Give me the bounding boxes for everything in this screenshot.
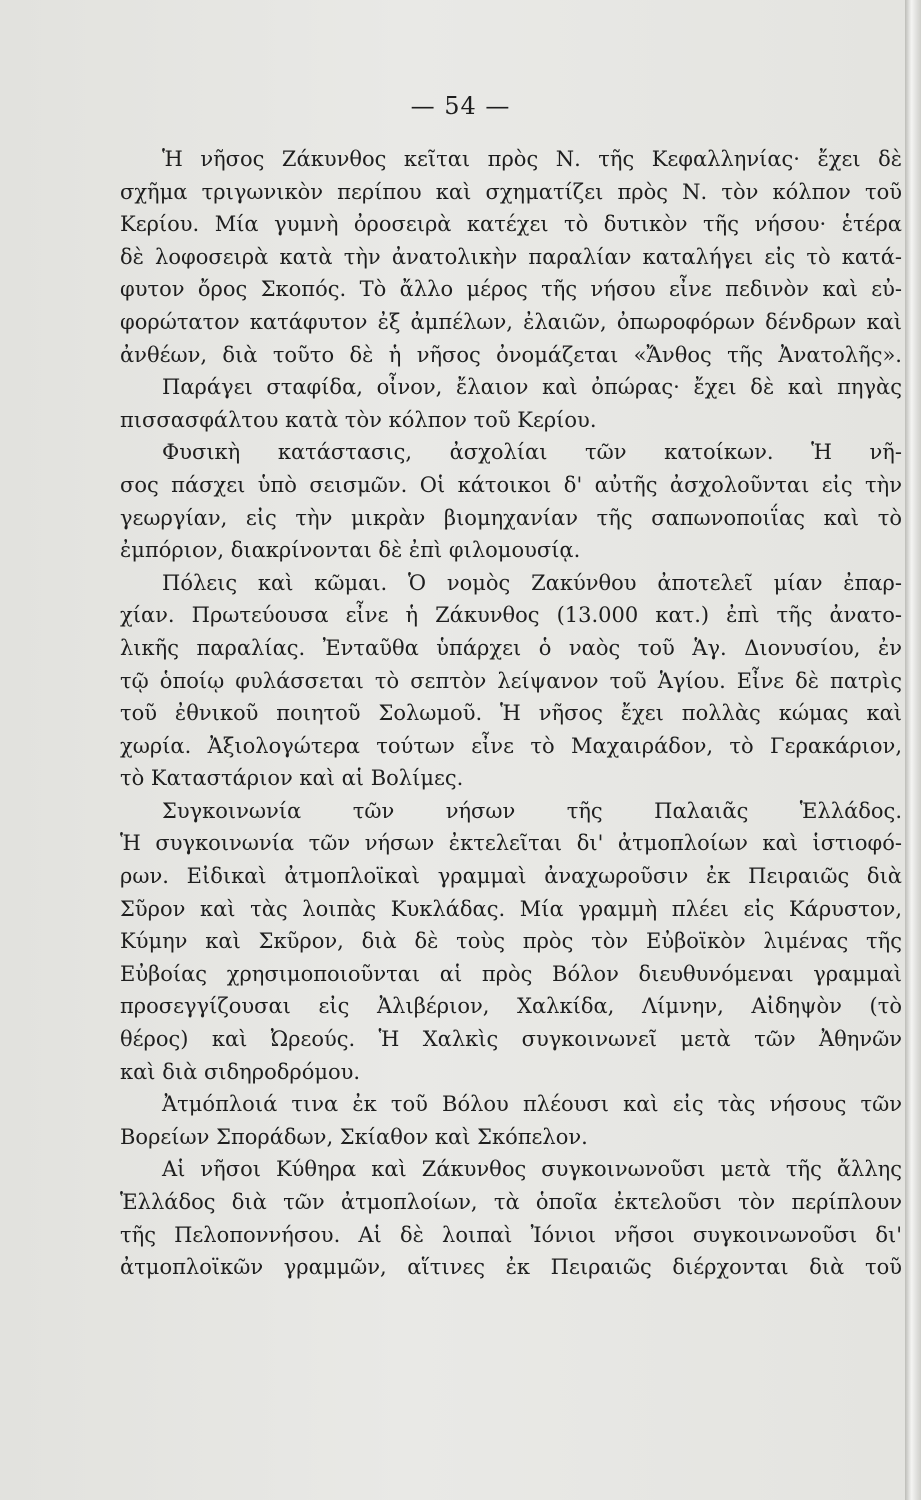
text-line: σος πάσχει ὑπὸ σεισμῶν. Οἱ κάτοικοι δ' αὐτῆς ἀσχολοῦνται εἰς τὴν (120, 472, 902, 497)
text-line: Βορείων Σποράδων, Σκίαθον καὶ Σκόπελον. (120, 1124, 588, 1149)
text-line: ἀνθέων, διὰ τοῦτο δὲ ἡ νῆσος ὀνομάζεται «Ἄνθος τῆς Ἀνατολῆς». (120, 342, 902, 367)
text-line: Αἱ νῆσοι Κύθηρα καὶ Ζάκυνθος συγκοινωνοῦσι μετὰ τῆς ἄλλης (162, 1157, 902, 1182)
text-line: Κύμην καὶ Σκῦρον, διὰ δὲ τοὺς πρὸς τὸν Εὐβοϊκὸν λιμένας τῆς (120, 929, 902, 954)
text-line: Παράγει σταφίδα, οἶνον, ἔλαιον καὶ ὀπώρας· ἔχει δὲ καὶ πηγὰς (162, 375, 902, 400)
text-line: θέρος) καὶ Ὠρεούς. Ἡ Χαλκὶς συγκοινωνεῖ μετὰ τῶν Ἀθηνῶν (120, 1027, 902, 1052)
text-line: Ἀτμόπλοιά τινα ἐκ τοῦ Βόλου πλέουσι καὶ εἰς τὰς νήσους τῶν (162, 1092, 902, 1117)
text-line: τοῦ ἐθνικοῦ ποιητοῦ Σολωμοῦ. Ἡ νῆσος ἔχει πολλὰς κώμας καὶ (120, 701, 902, 726)
text-line: πισσασφάλτου κατὰ τὸν κόλπον τοῦ Κερίου. (120, 407, 597, 432)
text-line: Σῦρον καὶ τὰς λοιπὰς Κυκλάδας. Μία γραμμὴ πλέει εἰς Κάρυστον, (120, 896, 902, 921)
text-line: ρων. Εἰδικαὶ ἀτμοπλοϊκαὶ γραμμαὶ ἀναχωροῦσιν ἐκ Πειραιῶς διὰ (120, 864, 902, 889)
text-line: Εὐβοίας χρησιμοποιοῦνται αἱ πρὸς Βόλον διευθυνόμεναι γραμμαὶ (120, 961, 902, 986)
text-line: Κερίου. Μία γυμνὴ ὀροσειρὰ κατέχει τὸ δυτικὸν τῆς νήσου· ἑτέρα (120, 212, 902, 237)
text-line: λικῆς παραλίας. Ἐνταῦθα ὑπάρχει ὁ ναὸς τοῦ Ἁγ. Διονυσίου, ἐν (120, 635, 902, 660)
text-line: τὸ Καταστάριον καὶ αἱ Βολίμες. (120, 766, 464, 791)
text-line: Πόλεις καὶ κῶμαι. Ὁ νομὸς Ζακύνθου ἀποτελεῖ μίαν ἐπαρ- (162, 570, 902, 595)
text-line: τῷ ὁποίῳ φυλάσσεται τὸ σεπτὸν λείψανον τοῦ Ἁγίου. Εἶνε δὲ πατρὶς (120, 668, 902, 693)
text-line: φορώτατον κατάφυτον ἐξ ἀμπέλων, ἐλαιῶν, ὀπωροφόρων δένδρων καὶ (120, 309, 902, 334)
text-line: χωρία. Ἀξιολογώτερα τούτων εἶνε τὸ Μαχαιράδον, τὸ Γερακάριον, (120, 733, 902, 758)
text-line: Συγκοινωνία τῶν νήσων τῆς Παλαιᾶς Ἑλλάδος. (162, 798, 902, 823)
body-text (120, 143, 902, 1284)
text-line: Ἑλλάδος διὰ τῶν ἀτμοπλοίων, τὰ ὁποῖα ἐκτελοῦσι τὸν περίπλουν (120, 1190, 902, 1214)
page-edge (905, 0, 921, 1500)
text-line: προσεγγίζουσαι εἰς Ἀλιβέριον, Χαλκίδα, Λίμνην, Αἰδηψὸν (τὸ (120, 994, 902, 1019)
text-line: Ἡ συγκοινωνία τῶν νήσων ἐκτελεῖται δι' ἀτμοπλοίων καὶ ἱστιοφό- (120, 831, 902, 856)
page-number: — 54 — (410, 92, 511, 120)
text-line: καὶ διὰ σιδηροδρόμου. (120, 1059, 361, 1084)
text-line: τῆς Πελοποννήσου. Αἱ δὲ λοιπαὶ Ἰόνιοι νῆσοι συγκοινωνοῦσι δι' (120, 1222, 902, 1247)
text-line: χίαν. Πρωτεύουσα εἶνε ἡ Ζάκυνθος (13.000 κατ.) ἐπὶ τῆς ἀνατο- (120, 603, 902, 628)
text-line: δὲ λοφοσειρὰ κατὰ τὴν ἀνατολικὴν παραλίαν καταλήγει εἰς τὸ κατά- (120, 244, 902, 269)
text-line: Φυσικὴ κατάστασις, ἀσχολίαι τῶν κατοίκων. Ἡ νῆ- (162, 440, 902, 465)
text-line: φυτον ὄρος Σκοπός. Τὸ ἄλλο μέρος τῆς νήσου εἶνε πεδινὸν καὶ εὐ- (120, 277, 902, 302)
text-line: γεωργίαν, εἰς τὴν μικρὰν βιομηχανίαν τῆς σαπωνοποιΐας καὶ τὸ (120, 505, 902, 530)
text-line: Ἡ νῆσος Ζάκυνθος κεῖται πρὸς Ν. τῆς Κεφαλληνίας· ἔχει δὲ (162, 147, 902, 171)
text-line: ἀτμοπλοϊκῶν γραμμῶν, αἵτινες ἐκ Πειραιῶς διέρχονται διὰ τοῦ (120, 1255, 902, 1280)
text-line: σχῆμα τριγωνικὸν περίπου καὶ σχηματίζει πρὸς Ν. τὸν κόλπον τοῦ (120, 179, 902, 204)
text-line: ἐμπόριον, διακρίνονται δὲ ἐπὶ φιλομουσίᾳ. (120, 538, 581, 563)
